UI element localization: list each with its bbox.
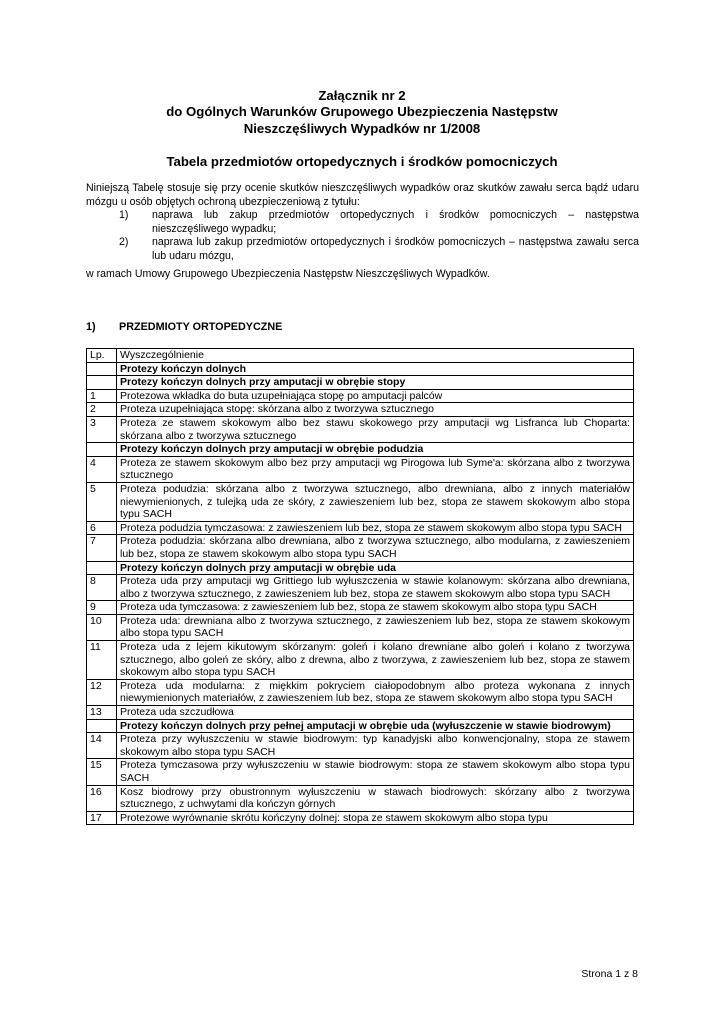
table-row bbox=[87, 706, 634, 720]
table-header-row bbox=[87, 349, 634, 363]
table-cell-lp bbox=[87, 443, 117, 457]
table-cell-description: Proteza ze stawem skokowym albo bez stawu skokowego przy amputacji wg Lisfranca lub Choparta: skórzana albo z tworzywa sztucznego bbox=[117, 416, 634, 442]
table-cell-description: Proteza podudzia: skórzana albo drewniana, albo z tworzywa sztucznego, albo modularna, z zawieszeniem lub bez, stopa ze stawem skokowym albo stopa typu SACH bbox=[117, 535, 634, 561]
table-row bbox=[87, 641, 634, 680]
table-cell-lp: 7 bbox=[87, 535, 117, 561]
table-cell-lp: 4 bbox=[87, 456, 117, 482]
column-header-description: Wyszczególnienie bbox=[117, 349, 634, 363]
intro-block bbox=[86, 182, 639, 281]
table-cell-description: Proteza uda modularna: z miękkim pokryciem ciałopodobnym albo proteza wykonana z innych niewymienionych materiałów, z zawieszeniem lub bez, stopa ze stawem skokowym albo stopa typu SACH bbox=[117, 679, 634, 705]
table-row bbox=[87, 811, 634, 825]
table-cell-description: Kosz biodrowy przy obustronnym wyłuszczeniu w stawach biodrowych: skórzany albo z tworzywa sztucznego, z uchwytami dla kończyn górnych bbox=[117, 785, 634, 811]
intro-list-item bbox=[86, 209, 639, 236]
table-cell-description: Proteza podudzia: skórzana albo z tworzywa sztucznego, albo drewniana, albo z innych materiałów niewymienionych, z tulejką uda ze skóry, z zawieszeniem lub bez, stopa ze stawem skokowym albo stopa typu SACH bbox=[117, 482, 634, 521]
intro-list-number: 2) bbox=[119, 236, 129, 249]
intro-outro: w ramach Umowy Grupowego Ubezpieczenia Następstw Nieszczęśliwych Wypadków. bbox=[86, 267, 490, 280]
table-cell-description: Proteza przy wyłuszczeniu w stawie biodrowym: typ kanadyjski albo konwencjonalny, stopa ze stawem skokowym albo stopa typu SACH bbox=[117, 733, 634, 759]
table-row bbox=[87, 679, 634, 705]
table-cell-lp: 9 bbox=[87, 601, 117, 615]
table-cell-description: Proteza tymczasowa przy wyłuszczeniu w stawie biodrowym: stopa ze stawem skokowym albo stopa typu SACH bbox=[117, 759, 634, 785]
page-number: Strona 1 z 8 bbox=[581, 968, 638, 980]
table-group-header-row bbox=[87, 443, 634, 457]
table-cell-description: Protezy kończyn dolnych przy pełnej amputacji w obrębie uda (wyłuszczenie w stawie biodrowym) bbox=[117, 719, 634, 733]
table-cell-description: Proteza uda: drewniana albo z tworzywa sztucznego, z zawieszeniem lub bez, stopa ze stawem skokowym albo stopa typu SACH bbox=[117, 614, 634, 640]
table-row bbox=[87, 456, 634, 482]
section-heading bbox=[86, 320, 282, 334]
table-cell-description: Protezy kończyn dolnych przy amputacji w obrębie stopy bbox=[117, 376, 634, 390]
table-row bbox=[87, 575, 634, 601]
table-cell-lp: 12 bbox=[87, 679, 117, 705]
table-group-header-row bbox=[87, 719, 634, 733]
table-group-header-row bbox=[87, 376, 634, 390]
table-cell-lp: 11 bbox=[87, 641, 117, 680]
section-title: PRZEDMIOTY ORTOPEDYCZNE bbox=[119, 321, 283, 333]
intro-paragraph: Niniejszą Tabelę stosuje się przy ocenie skutków nieszczęśliwych wypadków oraz skutków zawału serca bądź udaru mózgu u osób objętych ochroną ubezpieczeniową z tytułu: bbox=[86, 182, 639, 208]
table-row bbox=[87, 403, 634, 417]
table-row bbox=[87, 785, 634, 811]
table-group-header-row bbox=[87, 362, 634, 376]
table-cell-lp: 14 bbox=[87, 733, 117, 759]
table-cell-lp: 13 bbox=[87, 706, 117, 720]
table-row bbox=[87, 482, 634, 521]
table-group-header-row bbox=[87, 561, 634, 575]
table-row bbox=[87, 535, 634, 561]
table-row bbox=[87, 389, 634, 403]
table-cell-description: Proteza uda przy amputacji wg Grittiego lub wyłuszczenia w stawie kolanowym: skórzana albo drewniana, albo z tworzywa sztucznego, z zawieszeniem lub bez, stopa ze stawem skokowym albo stopa typu SACH bbox=[117, 575, 634, 601]
intro-list-number: 1) bbox=[119, 209, 129, 222]
intro-list-text: naprawa lub zakup przedmiotów ortopedycznych i środków pomocniczych – następstwa nieszczęśliwego wypadku; bbox=[152, 209, 639, 235]
table-cell-lp: 16 bbox=[87, 785, 117, 811]
table-cell-description: Proteza uda z lejem kikutowym skórzanym: goleń i kolano drewniane albo goleń i kolano z tworzywa sztucznego, albo goleń ze skóry, albo z drewna, albo z tworzywa, z zawieszeniem lub bez, stopa ze stawem skokowym albo stopa typu SACH bbox=[117, 641, 634, 680]
table-row bbox=[87, 521, 634, 535]
table-cell-description: Proteza uda tymczasowa: z zawieszeniem lub bez, stopa ze stawem skokowym albo stopa typu SACH bbox=[117, 601, 634, 615]
table-cell-lp bbox=[87, 362, 117, 376]
table-cell-description: Proteza uda szczudłowa bbox=[117, 706, 634, 720]
table-cell-description: Proteza uzupełniająca stopę: skórzana albo z tworzywa sztucznego bbox=[117, 403, 634, 417]
table-cell-lp: 1 bbox=[87, 389, 117, 403]
table-cell-description: Protezy kończyn dolnych przy amputacji w obrębie podudzia bbox=[117, 443, 634, 457]
document-title-line-2: do Ogólnych Warunków Grupowego Ubezpieczenia Następstw bbox=[166, 104, 558, 119]
table-cell-lp: 8 bbox=[87, 575, 117, 601]
table-cell-description: Protezowe wyrównanie skrótu kończyny dolnej: stopa ze stawem skokowym albo stopa typu bbox=[117, 811, 634, 825]
table-cell-description: Proteza ze stawem skokowym albo bez przy amputacji wg Pirogowa lub Syme'a: skórzana albo z tworzywa sztucznego bbox=[117, 456, 634, 482]
intro-list-text: naprawa lub zakup przedmiotów ortopedycznych i środków pomocniczych – następstwa zawału serca lub udaru mózgu, bbox=[152, 236, 639, 262]
table-row bbox=[87, 614, 634, 640]
table-cell-description: Protezy kończyn dolnych przy amputacji w obrębie uda bbox=[117, 561, 634, 575]
table-cell-description: Protezy kończyn dolnych bbox=[117, 362, 634, 376]
document-title-line-3: Nieszczęśliwych Wypadków nr 1/2008 bbox=[243, 121, 481, 136]
table-row bbox=[87, 759, 634, 785]
table-cell-lp bbox=[87, 561, 117, 575]
table-cell-lp bbox=[87, 376, 117, 390]
table-cell-description: Protezowa wkładka do buta uzupełniająca stopę po amputacji palców bbox=[117, 389, 634, 403]
table-cell-lp: 17 bbox=[87, 811, 117, 825]
table-cell-lp: 10 bbox=[87, 614, 117, 640]
table-cell-description: Proteza podudzia tymczasowa: z zawieszeniem lub bez, stopa ze stawem skokowym albo stopa typu SACH bbox=[117, 521, 634, 535]
section-number: 1) bbox=[86, 321, 96, 333]
table-row bbox=[87, 601, 634, 615]
document-subtitle: Tabela przedmiotów ortopedycznych i środków pomocniczych bbox=[166, 154, 558, 169]
table-row bbox=[87, 733, 634, 759]
table-cell-lp: 5 bbox=[87, 482, 117, 521]
table-cell-lp bbox=[87, 719, 117, 733]
table-row bbox=[87, 416, 634, 442]
table-cell-lp: 6 bbox=[87, 521, 117, 535]
orthopedic-items-table bbox=[86, 348, 634, 825]
table-cell-lp: 15 bbox=[87, 759, 117, 785]
intro-list-item bbox=[86, 236, 639, 263]
column-header-lp: Lp. bbox=[87, 349, 117, 363]
document-title-line-1: Załącznik nr 2 bbox=[318, 88, 406, 103]
table-cell-lp: 2 bbox=[87, 403, 117, 417]
table-cell-lp: 3 bbox=[87, 416, 117, 442]
